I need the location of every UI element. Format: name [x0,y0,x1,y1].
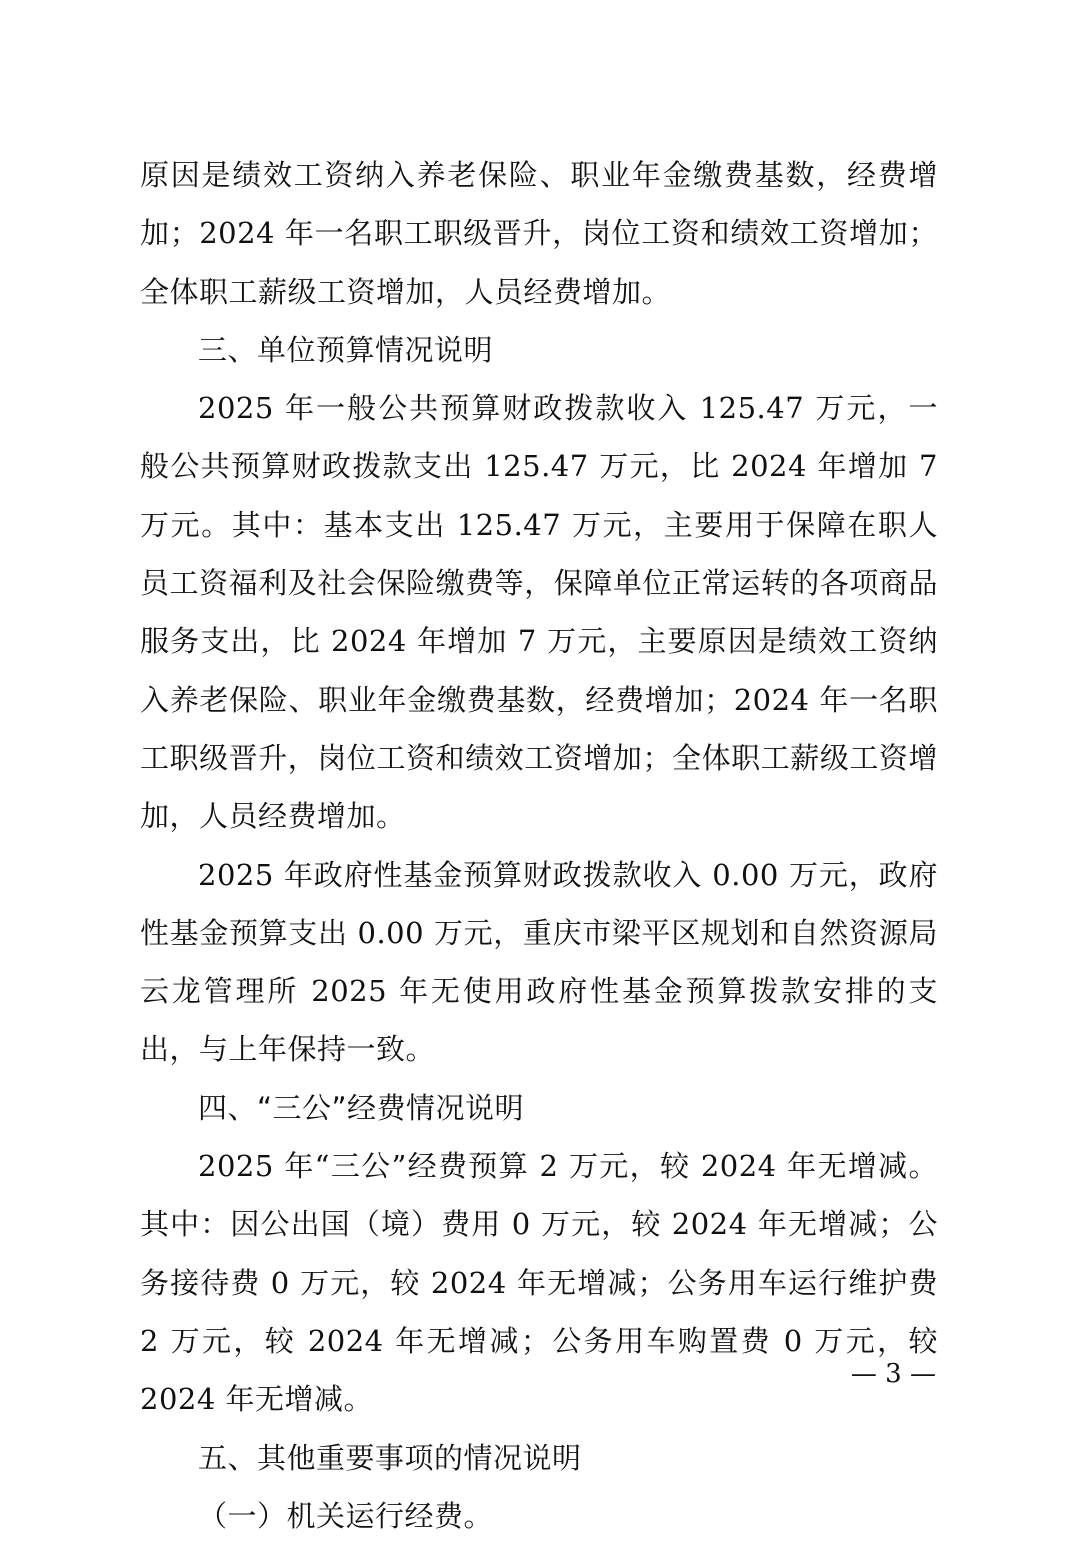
section-heading-unit-budget: 三、单位预算情况说明 [198,332,494,367]
paragraph-continued-reason: 原因是绩效工资纳入养老保险、职业年金缴费基数，经费增加；2024 年一名职工职级晋升，岗位工资和绩效工资增加；全体职工薪级工资增加，人员经费增加。 [140,158,938,309]
document-body [140,146,938,1545]
paragraph-three-public-expenses: 2025 年“三公”经费预算 2 万元，较 2024 年无增减。其中：因公出国（境）费用 0 万元，较 2024 年无增减；公务接待费 0 万元，较 2024 年无增减；公务用车运行维护费 2 万元，较 2024 年无增减；公务用车购置费 0 万元，较 2024 年无增减。 [140,1149,938,1417]
section-heading-other-matters: 五、其他重要事项的情况说明 [198,1440,582,1475]
paragraph-general-public-budget: 2025 年一般公共预算财政拨款收入 125.47 万元，一般公共预算财政拨款支出 125.47 万元，比 2024 年增加 7 万元。其中：基本支出 125.47 万元，主要用于保障在职人员工资福利及社会保险缴费等，保障单位正常运转的各项商品服务支出，比 2024 年增加 7 万元，主要原因是绩效工资纳入养老保险、职业年金缴费基数，经费增加；2024 年一名职工职级晋升，岗位工资和绩效工资增加；全体职工薪级工资增加，人员经费增加。 [140,391,938,834]
section-heading-three-public-expenses: 四、“三公”经费情况说明 [198,1090,525,1125]
paragraph-government-fund-budget: 2025 年政府性基金预算财政拨款收入 0.00 万元，政府性基金预算支出 0.00 万元，重庆市梁平区规划和自然资源局云龙管理所 2025 年无使用政府性基金预算拨款安排的支出，与上年保持一致。 [140,857,938,1067]
page-number: — 3 — [850,1359,936,1389]
paragraph-office-operating-expenses: （一）机关运行经费。 [198,1498,494,1533]
